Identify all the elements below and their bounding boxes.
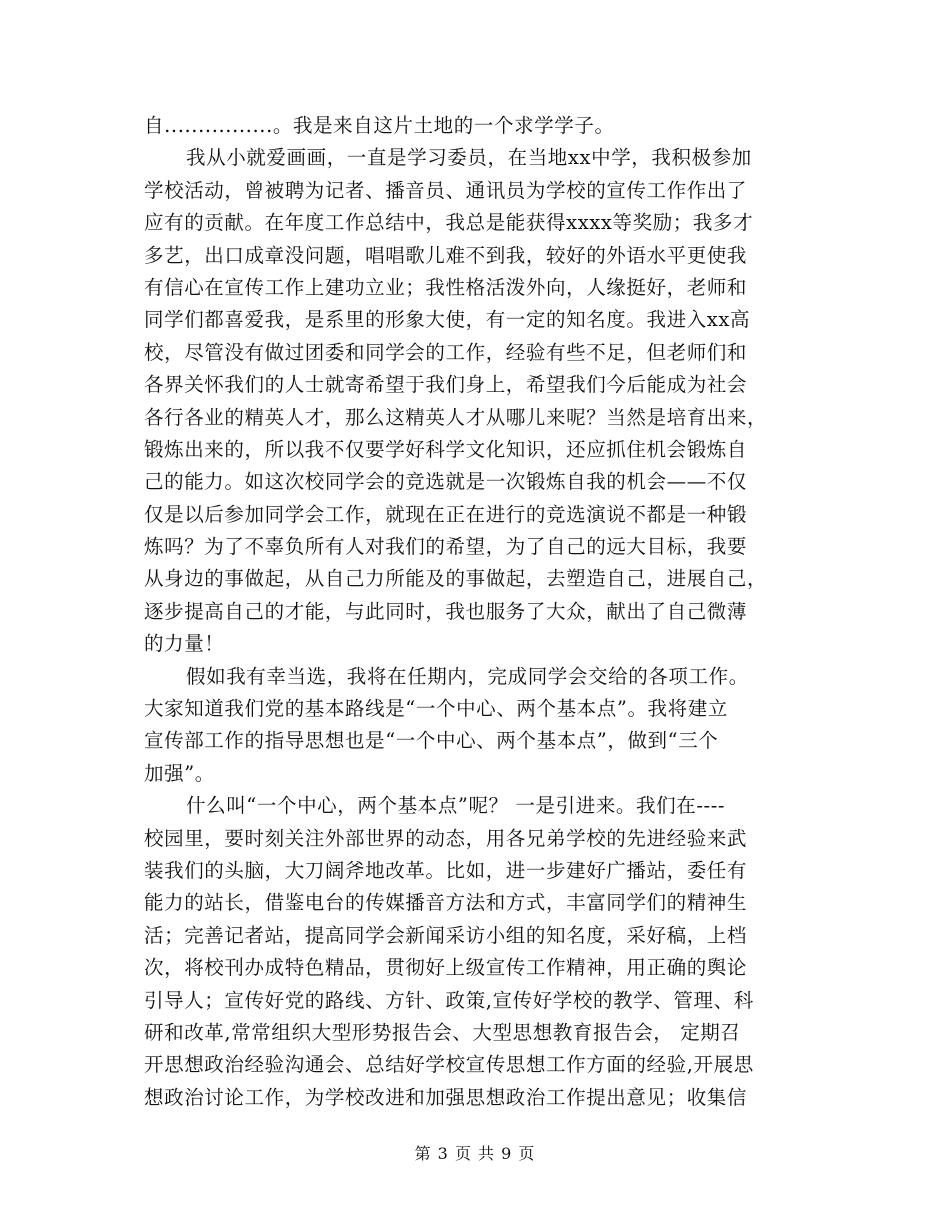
text-line: 炼吗？为了不辜负所有人对我们的希望，为了自己的远大目标，我要	[144, 535, 748, 559]
text-line: 大家知道我们党的基本路线是“一个中心、两个基本点”。我将建立	[144, 697, 728, 721]
text-line: 校园里，要时刻关注外部世界的动态，用各兄弟学校的先进经验来武	[144, 826, 748, 850]
text-line: 宣传部工作的指导思想也是“一个中心、两个基本点”，做到“三个	[144, 729, 719, 753]
text-line: 假如我有幸当选，我将在任期内，完成同学会交给的各项工作。	[186, 664, 749, 688]
text-line: 应有的贡献。在年度工作总结中，我总是能获得xxxx等奖励；我多才	[144, 211, 754, 235]
text-line: 校，尽管没有做过团委和同学会的工作，经验有些不足，但老师们和	[144, 340, 748, 364]
page-number-footer: 第 3 页 共 9 页	[414, 1144, 536, 1163]
text-line: 活；完善记者站，提高同学会新闻采访小组的知名度，采好稿，上档	[144, 923, 748, 947]
text-line: 学校活动，曾被聘为记者、播音员、通讯员为学校的宣传工作作出了	[144, 178, 748, 202]
text-line: 同学们都喜爱我，是系里的形象大使，有一定的知名度。我进入xx高	[144, 308, 751, 332]
text-line: 有信心在宣传工作上建功立业；我性格活泼外向，人缘挺好，老师和	[144, 275, 748, 299]
text-line: 各行各业的精英人才，那么这精英人才从哪儿来呢？当然是培育出来，	[144, 405, 768, 429]
text-line: 各界关怀我们的人士就寄希望于我们身上，希望我们今后能成为社会	[144, 373, 748, 397]
text-line: 仅是以后参加同学会工作，就现在正在进行的竞选演说不都是一种锻	[144, 502, 748, 526]
text-line: 什么叫“一个中心，两个基本点”呢？ 一是引进来。我们在----	[186, 794, 726, 818]
text-line: 次，将校刊办成特色精品，贯彻好上级宣传工作精神，用正确的舆论	[144, 956, 748, 980]
document-body	[144, 110, 816, 1114]
text-line: 加强”。	[144, 761, 215, 785]
text-line: 多艺，出口成章没问题，唱唱歌儿难不到我，较好的外语水平更使我	[144, 243, 748, 267]
text-line: 能力的站长，借鉴电台的传媒播音方法和方式，丰富同学们的精神生	[144, 891, 748, 915]
text-line: 己的能力。如这次校同学会的竞选就是一次锻炼自我的机会——不仅	[144, 470, 748, 494]
text-line: 从身边的事做起，从自己力所能及的事做起，去塑造自己，进展自己，	[144, 567, 768, 591]
text-line: 开思想政治经验沟通会、总结好学校宣传思想工作方面的经验,开展思	[144, 1053, 754, 1077]
text-line: 引导人；宣传好党的路线、方针、政策,宣传好学校的教学、管理、科	[144, 988, 754, 1012]
text-line: 自................。我是来自这片土地的一个求学学子。	[144, 114, 615, 137]
text-line: 锻炼出来的，所以我不仅要学好科学文化知识，还应抓住机会锻炼自	[144, 437, 748, 461]
text-line: 的力量！	[144, 632, 225, 656]
text-line: 想政治讨论工作，为学校改进和加强思想政治工作提出意见；收集信	[144, 1085, 748, 1109]
text-line: 研和改革,常常组织大型形势报告会、大型思想教育报告会， 定期召	[144, 1020, 741, 1044]
text-line: 我从小就爱画画，一直是学习委员，在当地xx中学，我积极参加	[186, 146, 752, 170]
text-line: 装我们的头脑，大刀阔斧地改革。比如，进一步建好广播站，委任有	[144, 858, 748, 882]
text-line: 逐步提高自己的才能，与此同时，我也服务了大众，献出了自己微薄	[144, 599, 748, 623]
